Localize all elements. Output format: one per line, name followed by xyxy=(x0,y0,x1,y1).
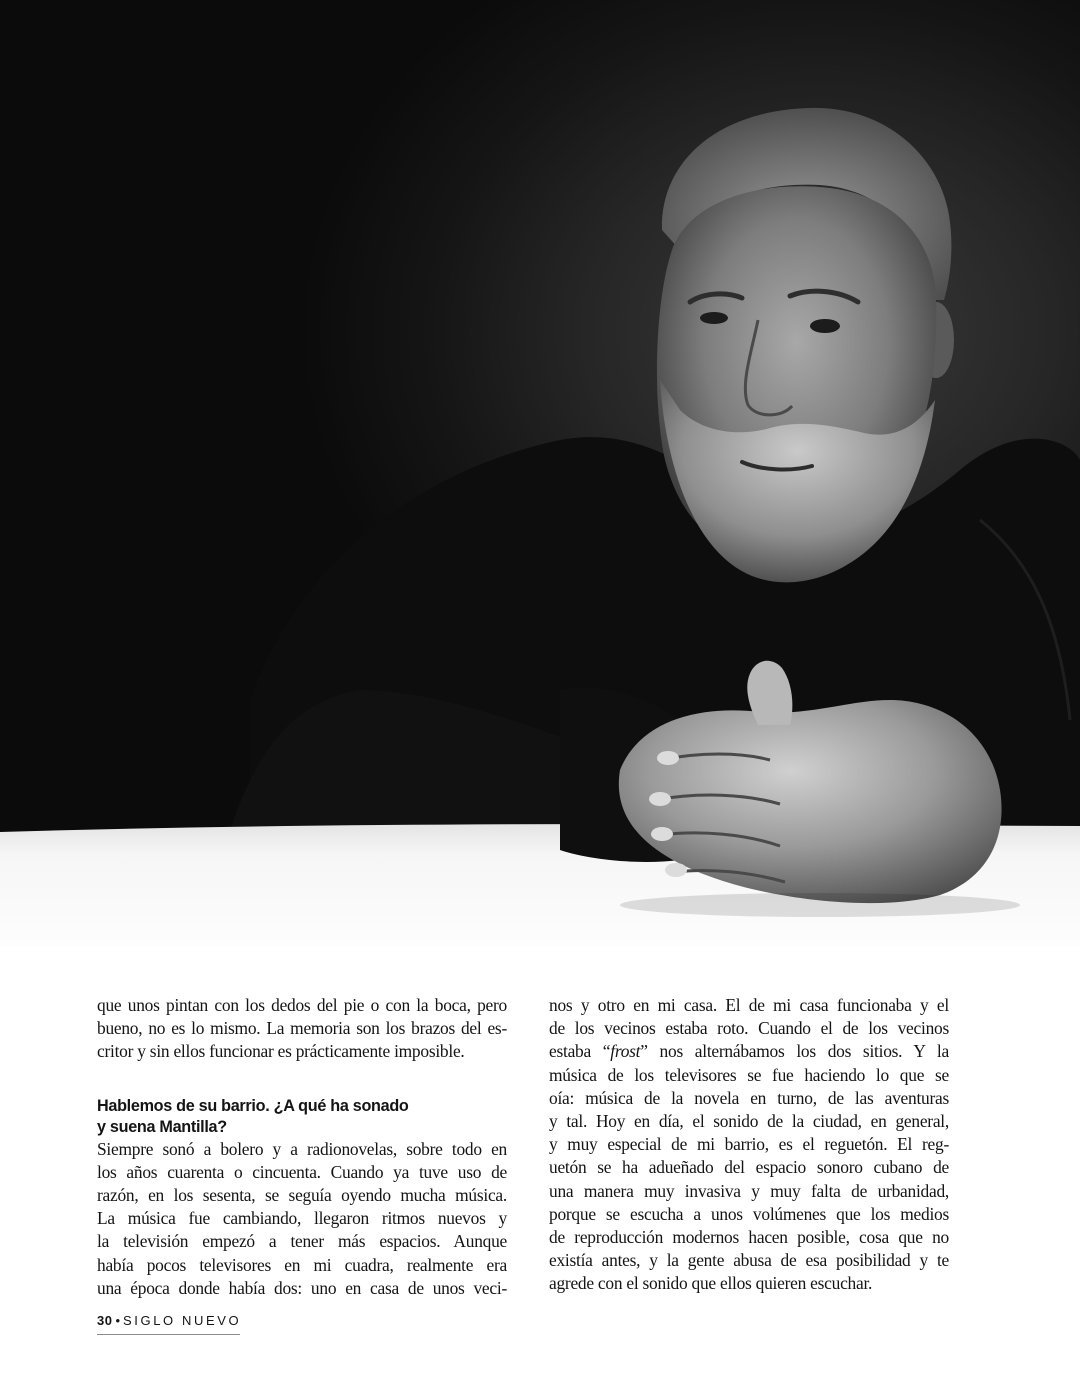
text-run: ” nos alternábamos los dos sitios. Y la xyxy=(640,1041,949,1062)
interview-question xyxy=(97,1096,507,1138)
body-line: una época donde había dos: uno en casa de unos veci- xyxy=(97,1277,507,1298)
article-right-column xyxy=(549,994,949,1296)
body-line: uetón se ha adueñado del espacio sonoro cubano de xyxy=(549,1157,949,1178)
body-line: y muy especial de mi barrio, es el reguetón. El reg- xyxy=(549,1134,949,1155)
body-line: La música fue cambiando, llegaron ritmos nuevos y xyxy=(97,1208,507,1229)
body-line: bueno, no es lo mismo. La memoria son los brazos del es- xyxy=(97,1018,507,1039)
text-run: estaba “ xyxy=(549,1041,611,1062)
body-line: porque se escucha a unos volúmenes que los medios xyxy=(549,1203,949,1224)
italic-word: frost xyxy=(610,1041,641,1062)
body-line: Siempre sonó a bolero y a radionovelas, sobre todo en xyxy=(97,1138,507,1159)
page-number: 30 xyxy=(97,1313,113,1328)
body-line: de los vecinos estaba roto. Cuando el de los vecinos xyxy=(549,1018,949,1039)
body-line: critor y sin ellos funcionar es prácticamente imposible. xyxy=(97,1041,465,1062)
body-line: nos y otro en mi casa. El de mi casa funcionaba y el xyxy=(549,995,949,1015)
body-line xyxy=(549,1040,949,1063)
body-line: razón, en los sesenta, se seguía oyendo mucha música. xyxy=(97,1185,507,1206)
body-line: que unos pintan con los dedos del pie o con la boca, pero xyxy=(97,995,507,1015)
magazine-name: SIGLO NUEVO xyxy=(123,1313,242,1328)
article-left-column xyxy=(97,994,507,1300)
body-line: agrede con el sonido que ellos quieren escuchar. xyxy=(549,1273,873,1294)
question-line: Hablemos de su barrio. ¿A qué ha sonado xyxy=(97,1096,409,1115)
body-line: la televisión empezó a tener más espacios. Aunque xyxy=(97,1231,507,1252)
body-line: una manera muy invasiva y muy falta de urbanidad, xyxy=(549,1180,949,1201)
body-line: existía antes, y la gente abusa de esa posibilidad y te xyxy=(549,1250,949,1271)
body-line: de reproducción modernos hacen posible, cosa que no xyxy=(549,1227,949,1248)
question-line: y suena Mantilla? xyxy=(97,1117,227,1136)
body-line: había pocos televisores en mi cuadra, realmente era xyxy=(97,1254,507,1275)
body-line: oía: música de la novela en turno, de las aventuras xyxy=(549,1087,949,1108)
footer-separator: • xyxy=(115,1313,121,1328)
page-footer xyxy=(97,1312,240,1335)
body-line: y tal. Hoy en día, el sonido de la ciudad, en general, xyxy=(549,1111,949,1132)
body-line: los años cuarenta o cincuenta. Cuando ya tuve uso de xyxy=(97,1161,507,1182)
body-line: música de los televisores se fue haciendo lo que se xyxy=(549,1064,949,1085)
